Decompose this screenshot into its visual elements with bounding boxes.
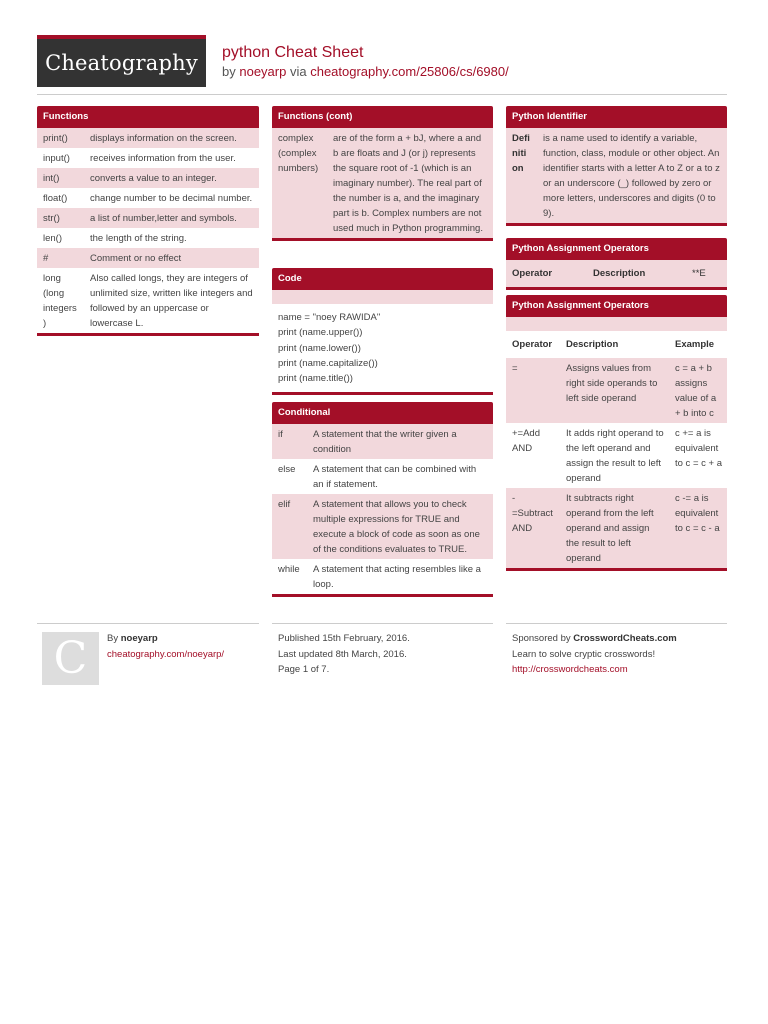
term-cell: elif (272, 494, 307, 559)
column-header: **E (686, 260, 727, 287)
functions-cont-table (272, 128, 493, 238)
definition-cell: Also called longs, they are integers of unlimited size, written like integers and followed by an uppercase or lowercase L. (90, 273, 253, 329)
table-row (37, 188, 259, 208)
description-cell: Assigns values from right side operands to left side operand (560, 358, 669, 423)
definition-cell: a list of number,letter and symbols. (84, 208, 259, 228)
updated-date: Last updated 8th March, 2016. (278, 648, 407, 660)
table-row (37, 228, 259, 248)
column-header: Operator (506, 260, 587, 287)
definition-cell: A statement that acting resembles like a loop. (313, 564, 481, 590)
definition-cell: A statement that allows you to check multiple expressions for TRUE and execute a block of code as soon as one of the conditions evaluates to TRUE. (307, 494, 493, 559)
term-cell: int() (37, 168, 84, 188)
definition-cell: converts a value to an integer. (84, 168, 259, 188)
code-line: print (name.capitalize()) (278, 357, 378, 369)
author-name: noeyarp (120, 633, 158, 644)
conditional-box (272, 402, 493, 597)
by-label: by (222, 64, 236, 79)
code-box (272, 268, 493, 395)
code-line: print (name.title()) (278, 373, 353, 385)
identifier-box (506, 106, 727, 226)
operator-cell: = (506, 358, 560, 423)
sheet-url-link[interactable]: cheatography.com/25806/cs/6980/ (310, 64, 509, 79)
example-cell: c += a is equivalent to c = c + a (675, 428, 722, 469)
identifier-table (506, 128, 727, 223)
operator-cell: - =Subtract AND (506, 488, 560, 568)
term-cell: len() (43, 233, 63, 244)
example-cell: c = a + b assigns value of a + b into c (669, 358, 727, 423)
code-block (272, 304, 493, 392)
functions-cont-heading: Functions (cont) (272, 106, 493, 128)
assignment-operators-box-1 (506, 238, 727, 290)
description-cell: It adds right operand to the left operand and assign the result to left operand (566, 428, 664, 484)
code-line: print (name.upper()) (278, 327, 363, 339)
table-header-row (506, 331, 727, 358)
table-row (272, 424, 493, 459)
table-row (37, 128, 259, 148)
code-spacer (272, 290, 493, 304)
sponsor-link[interactable]: http://crosswordcheats.com (512, 664, 628, 675)
column-header: Description (587, 260, 686, 287)
term-cell: str() (37, 208, 84, 228)
column-header: Example (675, 339, 715, 350)
table-row (506, 358, 727, 423)
sponsor-name: CrosswordCheats.com (573, 633, 677, 644)
term-cell: Defi niti on (506, 128, 537, 223)
table-row (506, 128, 727, 223)
author-link[interactable]: noeyarp (239, 64, 287, 79)
table-row (506, 423, 727, 488)
table-row (272, 494, 493, 559)
description-cell: It subtracts right operand from the left operand and assign the result to left operand (560, 488, 669, 568)
footer-sponsor (512, 631, 677, 678)
via-label: via (289, 64, 307, 79)
footer-divider (506, 623, 727, 624)
table-row (272, 459, 493, 494)
definition-cell: A statement that the writer given a condition (307, 424, 493, 459)
assignment-operators-heading: Python Assignment Operators (506, 295, 727, 317)
cheatography-logo[interactable]: Cheatography (37, 35, 206, 87)
term-cell: if (272, 424, 307, 459)
term-cell: else (278, 464, 296, 475)
functions-table (37, 128, 259, 333)
sponsored-label: Sponsored by (512, 633, 571, 644)
code-line: print (name.lower()) (278, 342, 361, 354)
table-row (37, 208, 259, 228)
table-row (272, 559, 493, 594)
term-cell: # (37, 248, 84, 268)
header-divider (37, 94, 727, 95)
author-profile-link[interactable]: cheatography.com/noeyarp/ (107, 648, 225, 660)
term-cell: print() (37, 128, 84, 148)
table-row (272, 128, 493, 238)
definition-cell: receives information from the user. (90, 153, 236, 164)
footer-author (107, 631, 224, 662)
page-title: python Cheat Sheet (222, 44, 364, 61)
example-cell: c -= a is equivalent to c = c - a (669, 488, 727, 568)
definition-cell: A statement that can be combined with an if statement. (313, 464, 477, 490)
term-cell: complex (complex numbers) (272, 128, 327, 238)
conditional-table (272, 424, 493, 594)
column-header: Operator (512, 339, 553, 350)
definition-cell: change number to be decimal number. (90, 193, 253, 204)
byline (222, 64, 509, 79)
functions-cont-box (272, 106, 493, 241)
definition-cell: is a name used to identify a variable, function, class, module or other object. An identifier starts with a letter A to Z or a to z or an underscore (_) followed by zero or more letters, underscores and digits (0 to 9). (537, 128, 727, 223)
code-heading: Code (272, 268, 493, 290)
sponsor-tagline: Learn to solve cryptic crosswords! (512, 648, 656, 660)
table-row (37, 148, 259, 168)
author-avatar: C (42, 632, 99, 685)
footer-dates (278, 631, 410, 678)
table-row (37, 168, 259, 188)
functions-box (37, 106, 259, 336)
assignment-operators-table (506, 331, 727, 568)
code-line: name = "noey RAWIDA" (278, 312, 381, 323)
definition-cell: the length of the string. (90, 233, 187, 244)
definition-cell: Comment or no effect (84, 248, 259, 268)
by-label: By (107, 633, 119, 644)
table-row (506, 488, 727, 568)
page-number: Page 1 of 7. (278, 664, 330, 675)
term-cell: input() (43, 153, 70, 164)
term-cell: float() (43, 193, 68, 204)
identifier-heading: Python Identifier (506, 106, 727, 128)
published-date: Published 15th February, 2016. (278, 633, 410, 644)
definition-cell: displays information on the screen. (84, 128, 259, 148)
table-row (37, 248, 259, 268)
column-header: Description (566, 339, 619, 350)
footer-divider (272, 623, 493, 624)
functions-heading: Functions (37, 106, 259, 128)
assignment-operators-box-2 (506, 295, 727, 571)
table-header-row (506, 260, 727, 287)
term-cell: long (long integers ) (43, 273, 77, 329)
assignment-operators-heading: Python Assignment Operators (506, 238, 727, 260)
operator-cell: +=Add AND (512, 428, 540, 454)
assignment-operators-header-table (506, 260, 727, 287)
table-row (37, 268, 259, 333)
footer-divider (37, 623, 259, 624)
definition-cell: are of the form a + bJ, where a and b are floats and J (or j) represents the square root of -1 (which is an imaginary number). The real part of the number is a, and the imaginary part is b. Complex numbers are not used much in Python programming. (327, 128, 493, 238)
term-cell: while (278, 564, 300, 575)
conditional-heading: Conditional (272, 402, 493, 424)
table-spacer (506, 317, 727, 331)
